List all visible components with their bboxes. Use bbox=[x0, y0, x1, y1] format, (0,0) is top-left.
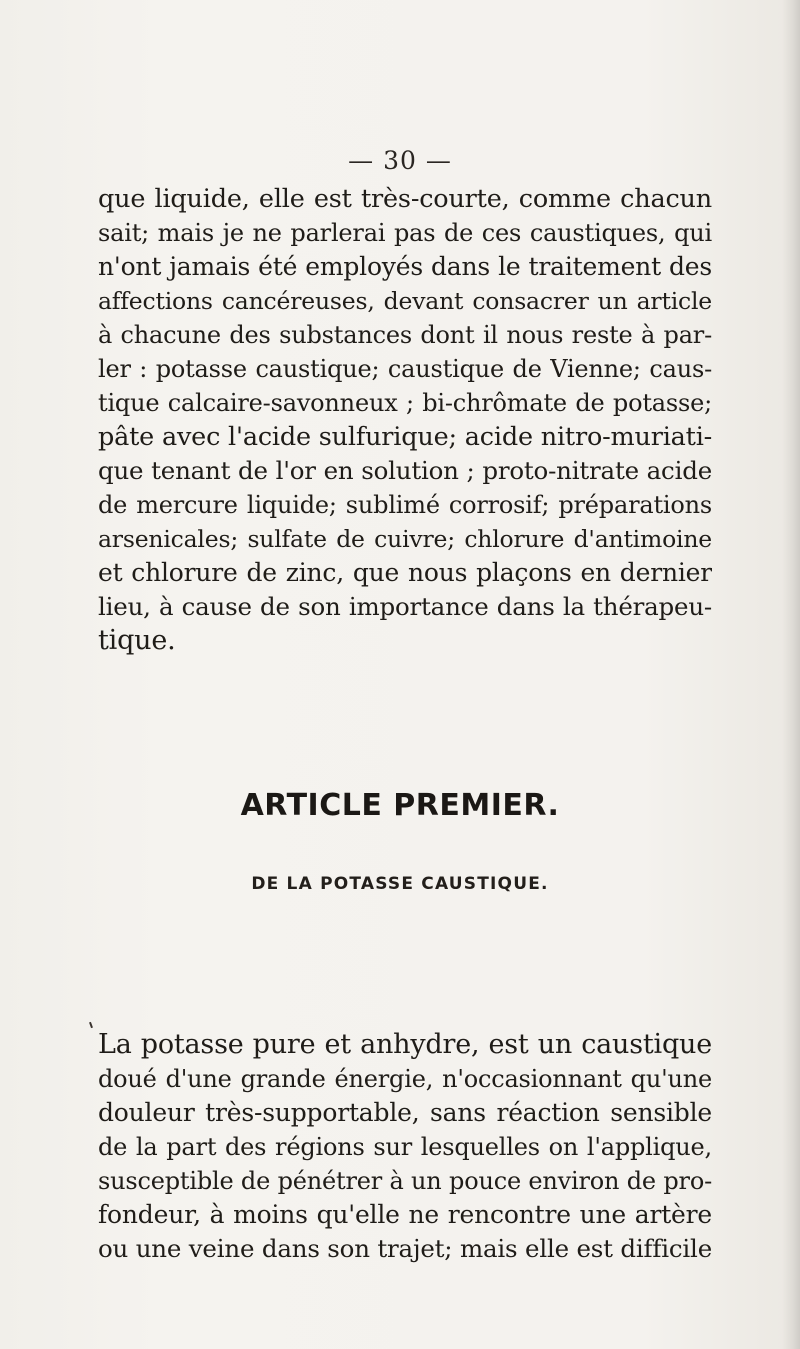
text-line: pâte avec l'acide sulfurique; acide nitro-muriati- bbox=[98, 422, 712, 452]
page-edge-shadow bbox=[782, 0, 800, 1349]
text-line: tique calcaire-savonneux ; bi-chrômate de potasse; bbox=[98, 389, 712, 417]
text-line: La potasse pure et anhydre, est un caustique bbox=[98, 1029, 712, 1060]
text-line: fondeur, à moins qu'elle ne rencontre une artère bbox=[98, 1200, 712, 1229]
text-line: de mercure liquide; sublimé corrosif; préparations bbox=[98, 491, 712, 519]
text-line: doué d'une grande énergie, n'occasionnant qu'une bbox=[98, 1065, 712, 1093]
text-line: ler : potasse caustique; caustique de Vienne; caus- bbox=[98, 355, 712, 383]
paragraph-caustics-list bbox=[98, 182, 712, 658]
text-line: tique. bbox=[98, 625, 176, 656]
text-line: lieu, à cause de son importance dans la thérapeu- bbox=[98, 592, 712, 621]
text-line: arsenicales; sulfate de cuivre; chlorure d'antimoine bbox=[98, 525, 712, 553]
text-line: susceptible de pénétrer à un pouce environ de pro- bbox=[98, 1167, 712, 1195]
text-line: de la part des régions sur lesquelles on l'applique, bbox=[98, 1133, 712, 1161]
article-subheading: DE LA POTASSE CAUSTIQUE. bbox=[251, 874, 549, 894]
text-line: que liquide, elle est très-courte, comme chacun bbox=[98, 184, 712, 214]
text-line: que tenant de l'or en solution ; proto-nitrate acide bbox=[98, 456, 712, 485]
text-line: sait; mais je ne parlerai pas de ces caustiques, qui bbox=[98, 219, 712, 247]
article-heading: ARTICLE PREMIER. bbox=[240, 788, 560, 823]
page-number: — 30 — bbox=[348, 146, 452, 175]
text-line: affections cancéreuses, devant consacrer un article bbox=[98, 287, 712, 315]
text-line: à chacune des substances dont il nous reste à par- bbox=[98, 321, 712, 349]
text-line: n'ont jamais été employés dans le traitement des bbox=[98, 252, 712, 281]
text-line: ou une veine dans son trajet; mais elle est difficile bbox=[98, 1234, 712, 1263]
print-speck bbox=[89, 1022, 93, 1028]
text-line: et chlorure de zinc, que nous plaçons en dernier bbox=[98, 558, 712, 587]
text-line: douleur très-supportable, sans réaction sensible bbox=[98, 1098, 712, 1127]
paragraph-potasse bbox=[98, 1028, 712, 1266]
